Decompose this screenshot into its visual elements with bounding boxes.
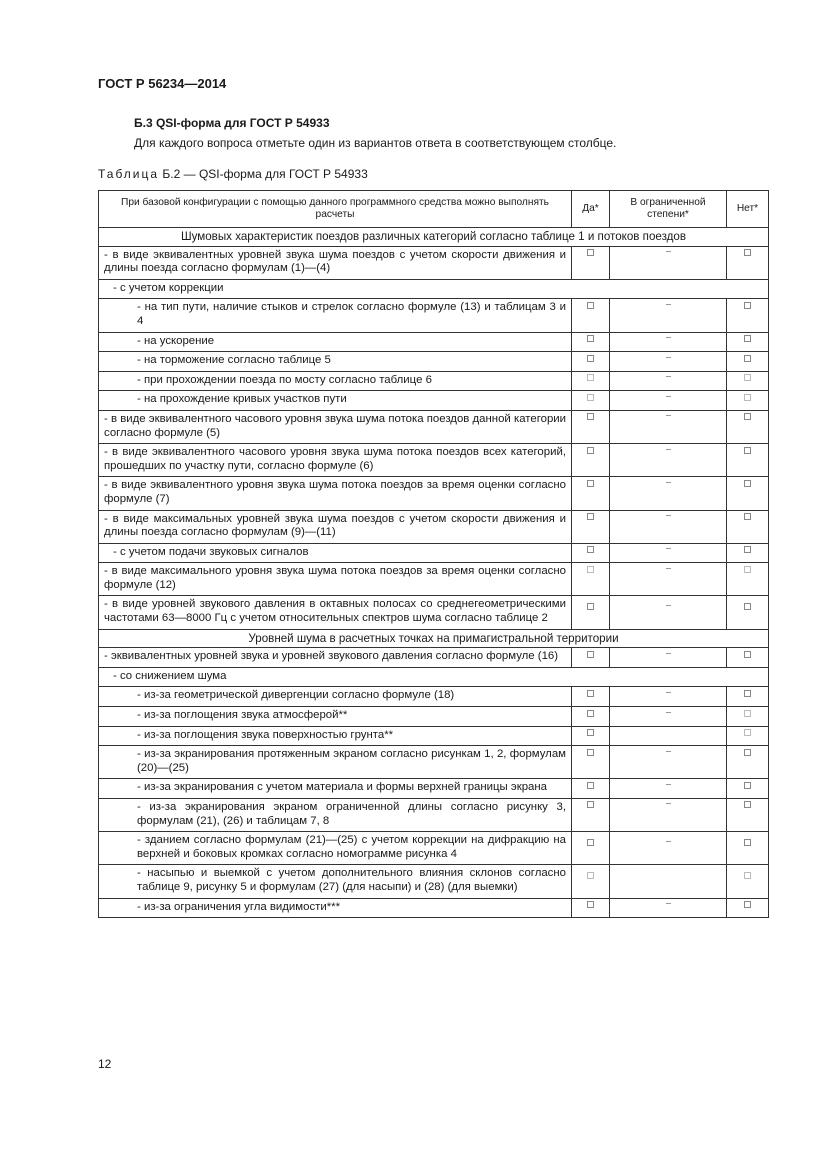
question-cell: - из-за ограничения угла видимости*** xyxy=(99,898,572,918)
yes-checkbox[interactable] xyxy=(587,566,594,573)
question-cell: - из-за поглощения звука поверхностью грунта** xyxy=(99,726,572,746)
limited-checkbox[interactable] xyxy=(666,784,671,785)
question-cell: - на торможение согласно таблице 5 xyxy=(99,352,572,372)
table-row xyxy=(99,832,769,865)
no-checkbox[interactable] xyxy=(744,302,751,309)
table-row xyxy=(99,667,769,687)
no-checkbox[interactable] xyxy=(744,546,751,553)
yes-checkbox[interactable] xyxy=(587,872,594,879)
no-checkbox[interactable] xyxy=(744,413,751,420)
question-cell: - из-за геометрической дивергенции согласно формуле (18) xyxy=(99,687,572,707)
yes-checkbox[interactable] xyxy=(587,447,594,454)
limited-checkbox[interactable] xyxy=(666,515,671,516)
table-row xyxy=(99,898,769,918)
no-checkbox[interactable] xyxy=(744,901,751,908)
yes-checkbox[interactable] xyxy=(587,749,594,756)
question-cell: - с учетом коррекции xyxy=(99,279,769,299)
yes-checkbox[interactable] xyxy=(587,651,594,658)
limited-checkbox[interactable] xyxy=(666,712,671,713)
limited-checkbox[interactable] xyxy=(666,251,671,252)
limited-checkbox[interactable] xyxy=(666,568,671,569)
question-cell: - в виде максимальных уровней звука шума поездов с учетом скорости движения и длины поезда согласно формулам (9)—(11) xyxy=(99,510,572,543)
question-cell: - из-за поглощения звука атмосферой** xyxy=(99,707,572,727)
no-checkbox[interactable] xyxy=(744,447,751,454)
limited-checkbox[interactable] xyxy=(666,396,671,397)
limited-checkbox[interactable] xyxy=(666,605,671,606)
table-row xyxy=(99,707,769,727)
no-checkbox[interactable] xyxy=(744,566,751,573)
question-cell: - зданием согласно формулам (21)—(25) с учетом коррекции на дифракцию на верхней и боковых кромках согласно номограмме рисунка 4 xyxy=(99,832,572,865)
no-checkbox[interactable] xyxy=(744,249,751,256)
yes-checkbox[interactable] xyxy=(587,513,594,520)
no-checkbox[interactable] xyxy=(744,513,751,520)
limited-checkbox[interactable] xyxy=(666,337,671,338)
table-row xyxy=(99,444,769,477)
table-row xyxy=(99,746,769,779)
no-checkbox[interactable] xyxy=(744,480,751,487)
limited-checkbox[interactable] xyxy=(666,357,671,358)
no-checkbox[interactable] xyxy=(744,374,751,381)
yes-checkbox[interactable] xyxy=(587,729,594,736)
no-checkbox[interactable] xyxy=(744,872,751,879)
no-checkbox[interactable] xyxy=(744,782,751,789)
no-checkbox[interactable] xyxy=(744,603,751,610)
no-checkbox[interactable] xyxy=(744,335,751,342)
question-cell: - на ускорение xyxy=(99,332,572,352)
limited-checkbox[interactable] xyxy=(666,803,671,804)
question-cell: - из-за экранирования протяженным экраном согласно рисункам 1, 2, формулам (20)—(25) xyxy=(99,746,572,779)
yes-checkbox[interactable] xyxy=(587,413,594,420)
table-row xyxy=(99,510,769,543)
limited-checkbox[interactable] xyxy=(666,548,671,549)
question-cell: - в виде эквивалентного уровня звука шума потока поездов за время оценки согласно формуле (7) xyxy=(99,477,572,510)
table-row xyxy=(99,779,769,799)
yes-checkbox[interactable] xyxy=(587,603,594,610)
header-question: При базовой конфигурации с помощью данного программного средства можно выполнять расчеты xyxy=(99,191,572,228)
question-cell: - насыпью и выемкой с учетом дополнительного влияния склонов согласно таблице 9, рисунку 5 и формулам (27) (для насыпи) и (28) (для выемки) xyxy=(99,865,572,898)
yes-checkbox[interactable] xyxy=(587,839,594,846)
document-id-header: ГОСТ Р 56234—2014 xyxy=(98,76,227,91)
yes-checkbox[interactable] xyxy=(587,801,594,808)
header-yes: Да* xyxy=(572,191,610,228)
table-row xyxy=(99,865,769,898)
table-row xyxy=(99,332,769,352)
limited-checkbox[interactable] xyxy=(666,692,671,693)
limited-checkbox[interactable] xyxy=(666,415,671,416)
yes-checkbox[interactable] xyxy=(587,546,594,553)
section-row-train-noise xyxy=(99,228,769,247)
table-caption-text: Б.2 — QSI-форма для ГОСТ Р 54933 xyxy=(162,167,368,181)
table-row xyxy=(99,299,769,332)
table-row xyxy=(99,391,769,411)
table-row xyxy=(99,563,769,596)
section-heading: Уровней шума в расчетных точках на примагистральной территории xyxy=(99,629,769,648)
no-checkbox[interactable] xyxy=(744,355,751,362)
question-cell: - в виде уровней звукового давления в октавных полосах со среднегеометрическими частотами 63—8000 Гц с учетом относительных спектров шума согласно таблице 2 xyxy=(99,596,572,629)
limited-checkbox[interactable] xyxy=(666,751,671,752)
table-row xyxy=(99,799,769,832)
limited-checkbox[interactable] xyxy=(666,376,671,377)
limited-checkbox[interactable] xyxy=(666,841,671,842)
table-row xyxy=(99,648,769,668)
table-caption xyxy=(98,167,368,181)
no-checkbox[interactable] xyxy=(744,690,751,697)
question-cell: - в виде эквивалентного часового уровня звука шума потока поездов всех категорий, прошедших по участку пути, согласно формуле (6) xyxy=(99,444,572,477)
table-row xyxy=(99,246,769,279)
qsi-form-table xyxy=(98,190,769,918)
question-cell: - из-за экранирования экраном ограниченной длины согласно рисунку 3, формулам (21), (26) и таблицам 7, 8 xyxy=(99,799,572,832)
question-cell: - из-за экранирования с учетом материала и формы верхней границы экрана xyxy=(99,779,572,799)
question-cell: - на тип пути, наличие стыков и стрелок согласно формуле (13) и таблицам 3 и 4 xyxy=(99,299,572,332)
no-checkbox[interactable] xyxy=(744,839,751,846)
question-cell: - эквивалентных уровней звука и уровней звукового давления согласно формуле (16) xyxy=(99,648,572,668)
limited-checkbox[interactable] xyxy=(666,304,671,305)
yes-checkbox[interactable] xyxy=(587,355,594,362)
table-row xyxy=(99,352,769,372)
limited-checkbox[interactable] xyxy=(666,449,671,450)
no-checkbox[interactable] xyxy=(744,651,751,658)
section-row-receiver-levels xyxy=(99,629,769,648)
yes-checkbox[interactable] xyxy=(587,335,594,342)
question-cell: - в виде эквивалентного часового уровня звука шума потока поездов данной категории согласно формуле (5) xyxy=(99,410,572,443)
page-number: 12 xyxy=(98,1057,112,1071)
table-row xyxy=(99,477,769,510)
no-checkbox[interactable] xyxy=(744,710,751,717)
table-row xyxy=(99,279,769,299)
yes-checkbox[interactable] xyxy=(587,782,594,789)
limited-checkbox[interactable] xyxy=(666,653,671,654)
table-row xyxy=(99,726,769,746)
section-title: Б.3 QSI-форма для ГОСТ Р 54933 xyxy=(134,116,330,130)
yes-checkbox[interactable] xyxy=(587,394,594,401)
question-cell: - в виде эквивалентных уровней звука шума поездов с учетом скорости движения и длины поезда согласно формулам (1)—(4) xyxy=(99,246,572,279)
section-heading: Шумовых характеристик поездов различных категорий согласно таблице 1 и потоков поездов xyxy=(99,228,769,247)
no-checkbox[interactable] xyxy=(744,729,751,736)
table-row xyxy=(99,543,769,563)
question-cell: - на прохождение кривых участков пути xyxy=(99,391,572,411)
header-limited: В ограниченной степени* xyxy=(610,191,727,228)
table-row xyxy=(99,410,769,443)
limited-checkbox[interactable] xyxy=(666,482,671,483)
question-cell: - со снижением шума xyxy=(99,667,769,687)
yes-checkbox[interactable] xyxy=(587,249,594,256)
question-cell: - в виде максимального уровня звука шума потока поездов за время оценки согласно формуле (12) xyxy=(99,563,572,596)
instruction-text: Для каждого вопроса отметьте один из вариантов ответа в соответствующем столбце. xyxy=(134,136,617,150)
limited-checkbox[interactable] xyxy=(666,903,671,904)
table-row xyxy=(99,596,769,629)
header-no: Нет* xyxy=(727,191,769,228)
yes-checkbox[interactable] xyxy=(587,480,594,487)
yes-checkbox[interactable] xyxy=(587,901,594,908)
yes-checkbox[interactable] xyxy=(587,302,594,309)
question-cell: - с учетом подачи звуковых сигналов xyxy=(99,543,572,563)
no-checkbox[interactable] xyxy=(744,749,751,756)
table-caption-label: Таблица xyxy=(98,167,160,181)
yes-checkbox[interactable] xyxy=(587,374,594,381)
yes-checkbox[interactable] xyxy=(587,710,594,717)
table-row xyxy=(99,687,769,707)
no-checkbox[interactable] xyxy=(744,394,751,401)
no-checkbox[interactable] xyxy=(744,801,751,808)
table-header-row xyxy=(99,191,769,228)
table-row xyxy=(99,371,769,391)
question-cell: - при прохождении поезда по мосту согласно таблице 6 xyxy=(99,371,572,391)
yes-checkbox[interactable] xyxy=(587,690,594,697)
